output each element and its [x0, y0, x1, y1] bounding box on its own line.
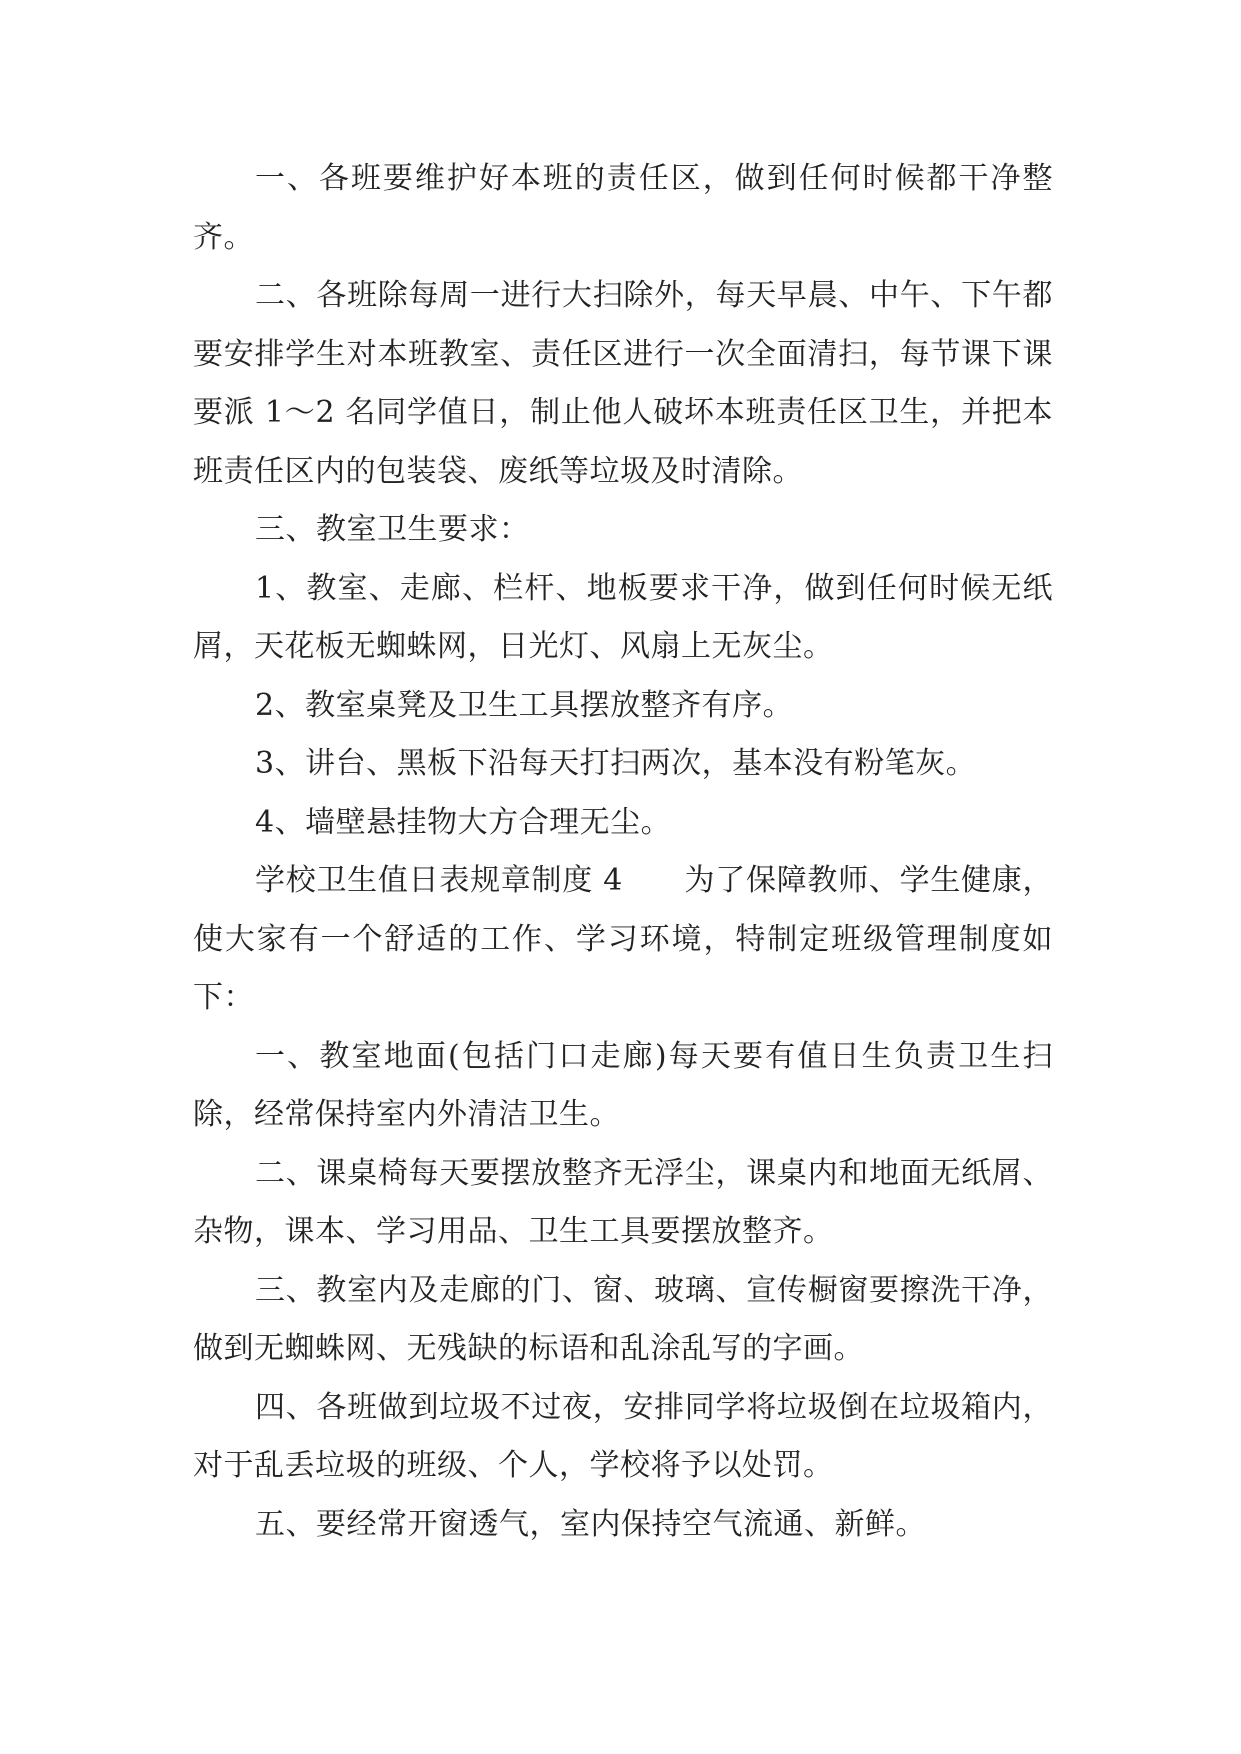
paragraph: 二、课桌椅每天要摆放整齐无浮尘，课桌内和地面无纸屑、杂物，课本、学习用品、卫生工具要摆放整齐。 — [193, 1155, 1053, 1249]
paragraph: 一、各班要维护好本班的责任区，做到任何时候都干净整齐。 — [193, 161, 1053, 255]
paragraph: 一、教室地面(包括门口走廊)每天要有值日生负责卫生扫除，经常保持室内外清洁卫生。 — [193, 1038, 1053, 1132]
paragraph: 三、教室内及走廊的门、窗、玻璃、宣传橱窗要擦洗干净，做到无蜘蛛网、无残缺的标语和乱涂乱写的字画。 — [193, 1272, 1053, 1366]
paragraph: 1、教室、走廊、栏杆、地板要求干净，做到任何时候无纸屑，天花板无蜘蛛网，日光灯、风扇上无灰尘。 — [193, 570, 1053, 664]
paragraph: 3、讲台、黑板下沿每天打扫两次，基本没有粉笔灰。 — [255, 746, 977, 781]
paragraph: 四、各班做到垃圾不过夜，安排同学将垃圾倒在垃圾箱内，对于乱丢垃圾的班级、个人，学校将予以处罚。 — [193, 1389, 1053, 1483]
paragraph: 4、墙壁悬挂物大方合理无尘。 — [255, 804, 672, 840]
paragraph: 三、教室卫生要求： — [255, 512, 530, 547]
paragraph: 五、要经常开窗透气，室内保持空气流通、新鲜。 — [255, 1506, 926, 1542]
paragraph: 2、教室桌凳及卫生工具摆放整齐有序。 — [255, 687, 794, 723]
document-body — [193, 150, 1053, 1554]
paragraph: 二、各班除每周一进行大扫除外，每天早晨、中午、下午都要安排学生对本班教室、责任区进行一次全面清扫，每节课下课要派 1～2 名同学值日，制止他人破坏本班责任区卫生，并把本班责任区内的包装袋、废纸等垃圾及时清除。 — [193, 278, 1053, 489]
paragraph: 学校卫生值日表规章制度 4 为了保障教师、学生健康，使大家有一个舒适的工作、学习环境，特制定班级管理制度如下： — [193, 863, 1053, 1015]
